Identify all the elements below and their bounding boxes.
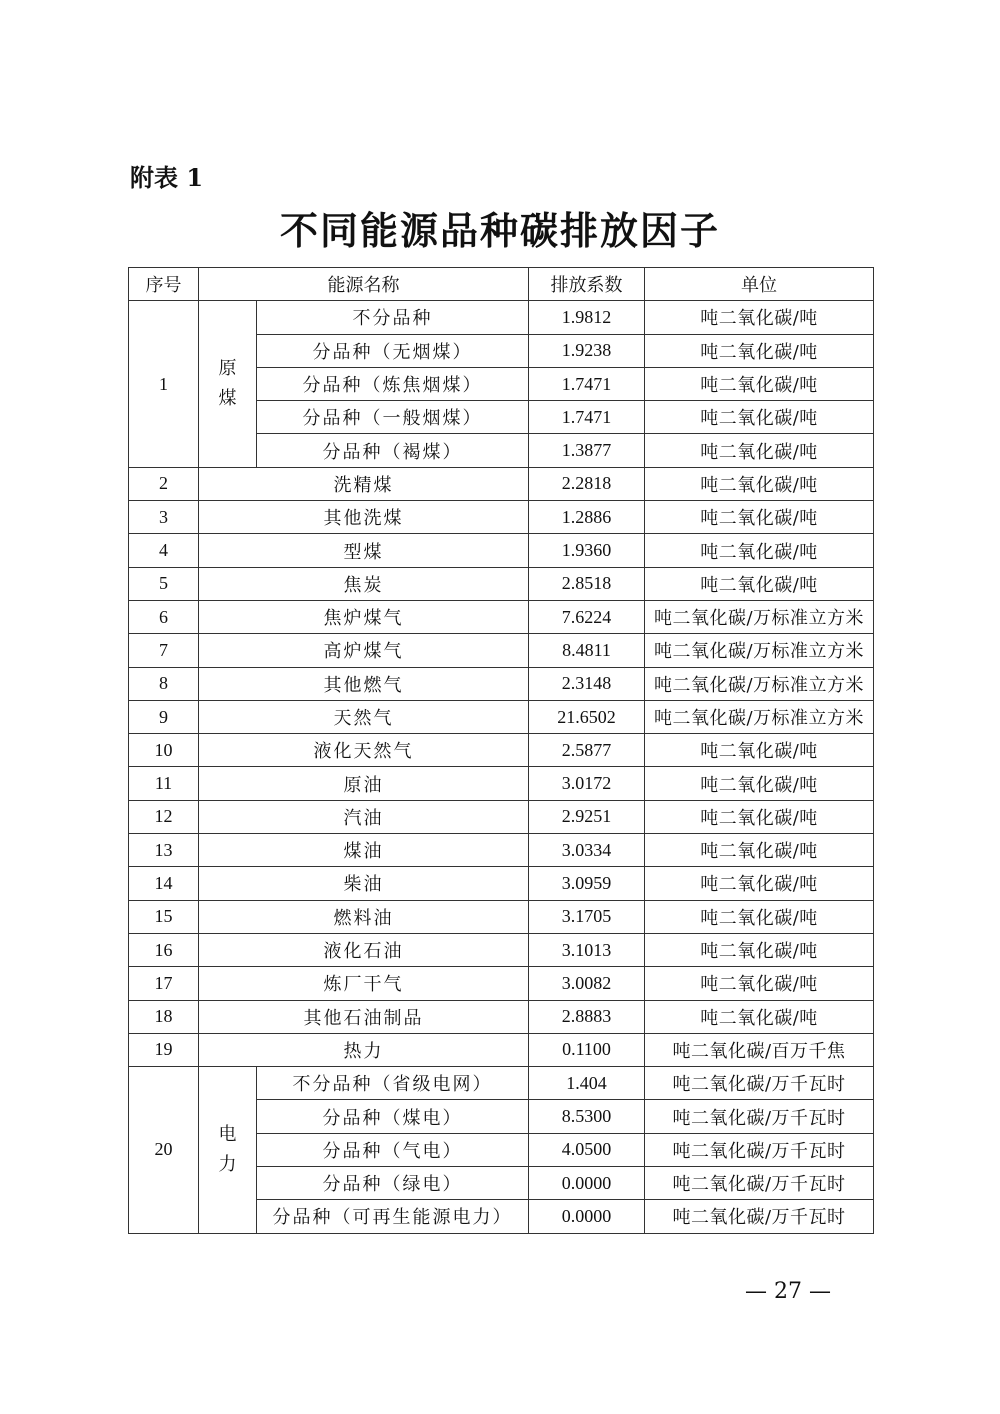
unit: 吨二氧化碳/吨 — [645, 567, 874, 600]
unit: 吨二氧化碳/吨 — [645, 401, 874, 434]
unit: 吨二氧化碳/吨 — [645, 834, 874, 867]
unit: 吨二氧化碳/万千瓦时 — [645, 1133, 874, 1166]
unit: 吨二氧化碳/吨 — [645, 900, 874, 933]
category-cell — [199, 1067, 257, 1233]
emission-factor: 1.7471 — [529, 401, 645, 434]
emission-factor: 1.404 — [529, 1067, 645, 1100]
emission-factor: 1.2886 — [529, 501, 645, 534]
unit: 吨二氧化碳/吨 — [645, 1000, 874, 1033]
emission-factor: 3.0959 — [529, 867, 645, 900]
table-row — [129, 1000, 874, 1033]
row-number: 3 — [129, 501, 199, 534]
row-number: 6 — [129, 600, 199, 633]
table-row — [129, 900, 874, 933]
row-number: 17 — [129, 967, 199, 1000]
table-row — [129, 867, 874, 900]
energy-name: 分品种（褐煤） — [257, 434, 529, 467]
energy-name: 其他石油制品 — [199, 1000, 529, 1033]
emission-factor: 3.1705 — [529, 900, 645, 933]
emission-factor: 2.3148 — [529, 667, 645, 700]
energy-name: 高炉煤气 — [199, 634, 529, 667]
energy-name: 热力 — [199, 1033, 529, 1066]
table-row — [129, 634, 874, 667]
table-row — [129, 933, 874, 966]
emission-factor: 4.0500 — [529, 1133, 645, 1166]
emission-factor: 3.0334 — [529, 834, 645, 867]
emission-factor: 3.0172 — [529, 767, 645, 800]
row-number: 9 — [129, 700, 199, 733]
unit: 吨二氧化碳/吨 — [645, 800, 874, 833]
emission-factor: 2.5877 — [529, 734, 645, 767]
unit: 吨二氧化碳/吨 — [645, 734, 874, 767]
energy-name: 洗精煤 — [199, 467, 529, 500]
energy-name: 分品种（绿电） — [257, 1167, 529, 1200]
emission-factor: 2.8518 — [529, 567, 645, 600]
energy-name: 原油 — [199, 767, 529, 800]
category-cell — [199, 301, 257, 467]
unit: 吨二氧化碳/万标准立方米 — [645, 634, 874, 667]
table-row — [129, 567, 874, 600]
energy-name: 分品种（气电） — [257, 1133, 529, 1166]
emission-factor: 3.0082 — [529, 967, 645, 1000]
energy-name: 焦炭 — [199, 567, 529, 600]
energy-name: 炼厂干气 — [199, 967, 529, 1000]
row-number: 2 — [129, 467, 199, 500]
energy-name: 分品种（炼焦烟煤） — [257, 367, 529, 400]
energy-name: 液化天然气 — [199, 734, 529, 767]
emission-factor: 1.9238 — [529, 334, 645, 367]
energy-name: 天然气 — [199, 700, 529, 733]
energy-name: 煤油 — [199, 834, 529, 867]
energy-name: 柴油 — [199, 867, 529, 900]
energy-name: 不分品种（省级电网） — [257, 1067, 529, 1100]
table-row — [129, 667, 874, 700]
energy-name: 分品种（可再生能源电力） — [257, 1200, 529, 1233]
unit: 吨二氧化碳/吨 — [645, 967, 874, 1000]
row-number: 1 — [129, 301, 199, 467]
emission-factor: 1.3877 — [529, 434, 645, 467]
energy-name: 分品种（无烟煤） — [257, 334, 529, 367]
row-number: 5 — [129, 567, 199, 600]
energy-name: 分品种（煤电） — [257, 1100, 529, 1133]
row-number: 18 — [129, 1000, 199, 1033]
emission-factor: 2.9251 — [529, 800, 645, 833]
table-header-row — [129, 268, 874, 301]
emission-factor: 7.6224 — [529, 600, 645, 633]
table-row — [129, 600, 874, 633]
row-number: 7 — [129, 634, 199, 667]
unit: 吨二氧化碳/吨 — [645, 367, 874, 400]
unit: 吨二氧化碳/吨 — [645, 467, 874, 500]
table-row — [129, 1067, 874, 1100]
header-unit: 单位 — [645, 268, 874, 301]
unit: 吨二氧化碳/万标准立方米 — [645, 600, 874, 633]
table-row — [129, 767, 874, 800]
emission-factor: 1.7471 — [529, 367, 645, 400]
energy-name: 焦炉煤气 — [199, 600, 529, 633]
energy-name: 不分品种 — [257, 301, 529, 334]
appendix-label: 附表 1 — [130, 163, 204, 192]
energy-name: 其他洗煤 — [199, 501, 529, 534]
unit: 吨二氧化碳/万千瓦时 — [645, 1200, 874, 1233]
row-number: 12 — [129, 800, 199, 833]
row-number: 19 — [129, 1033, 199, 1066]
table-row — [129, 1033, 874, 1066]
emission-factor-table — [128, 267, 874, 1234]
unit: 吨二氧化碳/吨 — [645, 534, 874, 567]
unit: 吨二氧化碳/吨 — [645, 301, 874, 334]
unit: 吨二氧化碳/吨 — [645, 933, 874, 966]
emission-factor: 2.2818 — [529, 467, 645, 500]
emission-factor: 0.0000 — [529, 1167, 645, 1200]
unit: 吨二氧化碳/万千瓦时 — [645, 1067, 874, 1100]
unit: 吨二氧化碳/万标准立方米 — [645, 667, 874, 700]
unit: 吨二氧化碳/百万千焦 — [645, 1033, 874, 1066]
table-row — [129, 734, 874, 767]
unit: 吨二氧化碳/吨 — [645, 434, 874, 467]
row-number: 16 — [129, 933, 199, 966]
row-number: 8 — [129, 667, 199, 700]
header-factor: 排放系数 — [529, 268, 645, 301]
energy-name: 其他燃气 — [199, 667, 529, 700]
emission-factor: 1.9360 — [529, 534, 645, 567]
category-label: 原 煤 — [218, 358, 237, 410]
energy-name: 燃料油 — [199, 900, 529, 933]
table-row — [129, 467, 874, 500]
table-row — [129, 301, 874, 334]
row-number: 4 — [129, 534, 199, 567]
row-number: 14 — [129, 867, 199, 900]
row-number: 13 — [129, 834, 199, 867]
energy-name: 型煤 — [199, 534, 529, 567]
table-row — [129, 534, 874, 567]
emission-factor: 1.9812 — [529, 301, 645, 334]
emission-factor: 8.4811 — [529, 634, 645, 667]
unit: 吨二氧化碳/吨 — [645, 867, 874, 900]
table-row — [129, 800, 874, 833]
table-row — [129, 700, 874, 733]
page-number: — 27 — — [745, 1279, 831, 1304]
category-label: 电 力 — [218, 1123, 237, 1175]
table-row — [129, 967, 874, 1000]
emission-factor: 8.5300 — [529, 1100, 645, 1133]
unit: 吨二氧化碳/吨 — [645, 767, 874, 800]
row-number: 10 — [129, 734, 199, 767]
energy-name: 汽油 — [199, 800, 529, 833]
header-no: 序号 — [129, 268, 199, 301]
table-row — [129, 834, 874, 867]
emission-factor: 0.1100 — [529, 1033, 645, 1066]
unit: 吨二氧化碳/万标准立方米 — [645, 700, 874, 733]
emission-factor: 0.0000 — [529, 1200, 645, 1233]
document-title: 不同能源品种碳排放因子 — [279, 208, 720, 253]
unit: 吨二氧化碳/万千瓦时 — [645, 1100, 874, 1133]
emission-factor: 2.8883 — [529, 1000, 645, 1033]
row-number: 11 — [129, 767, 199, 800]
unit: 吨二氧化碳/吨 — [645, 334, 874, 367]
emission-factor: 3.1013 — [529, 933, 645, 966]
energy-name: 分品种（一般烟煤） — [257, 401, 529, 434]
emission-factor: 21.6502 — [529, 700, 645, 733]
unit: 吨二氧化碳/万千瓦时 — [645, 1167, 874, 1200]
row-number: 15 — [129, 900, 199, 933]
header-name: 能源名称 — [199, 268, 529, 301]
table-row — [129, 501, 874, 534]
energy-name: 液化石油 — [199, 933, 529, 966]
row-number: 20 — [129, 1067, 199, 1233]
unit: 吨二氧化碳/吨 — [645, 501, 874, 534]
